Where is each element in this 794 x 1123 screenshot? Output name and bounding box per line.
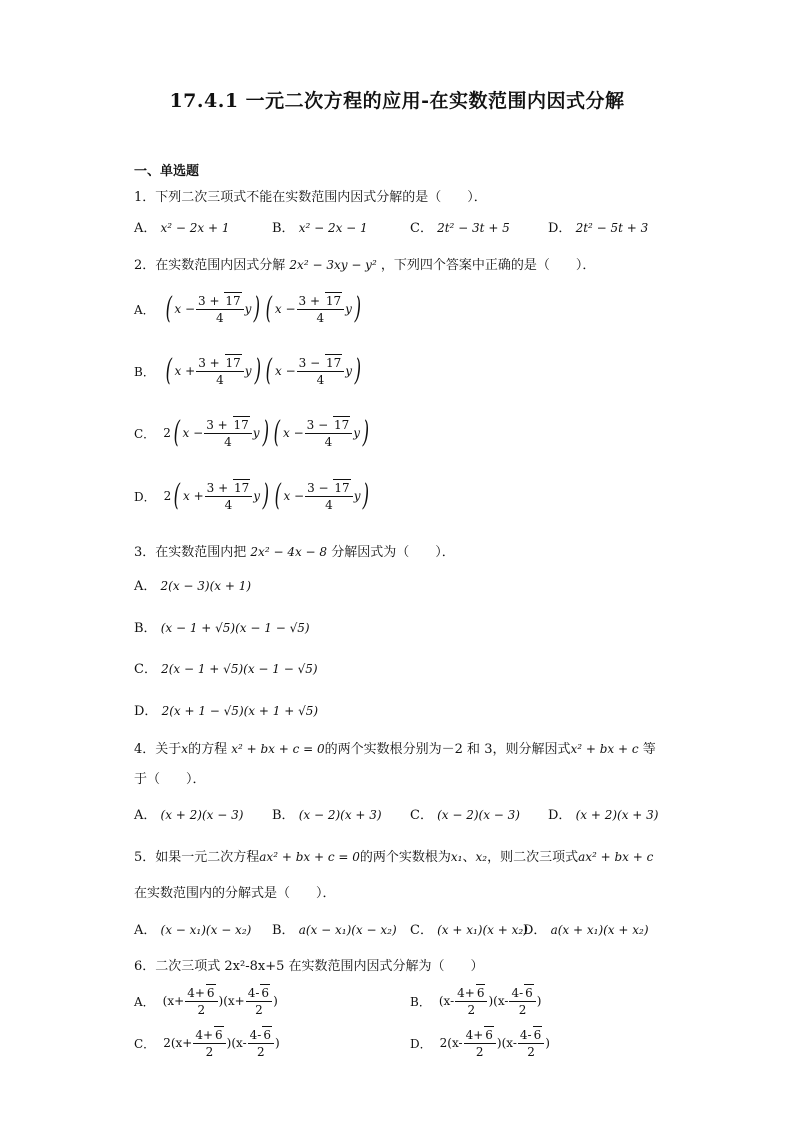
question-4-stem-cont: 于（ ）．: [134, 772, 206, 787]
option-label: C．: [410, 221, 433, 236]
option-expression: (x + 2)(x + 3): [575, 808, 659, 822]
option-label: B．: [410, 994, 431, 1009]
q4-option-b[interactable]: [272, 804, 382, 823]
q1-option-d[interactable]: [548, 217, 648, 236]
option-label: A．: [134, 302, 155, 317]
q6-option-c[interactable]: C． 2(x+ $\frac{4+ 6}{2}$ )(x- $\frac{4- 6}{2}$ ): [134, 1028, 280, 1059]
q1-option-a[interactable]: [134, 217, 230, 236]
q1-option-b[interactable]: [272, 217, 368, 236]
q1-option-c[interactable]: [410, 217, 510, 236]
stem-expression: 2x² − 3xy − y²: [289, 258, 377, 272]
q5-option-a[interactable]: [134, 919, 251, 938]
q3-option-c[interactable]: [134, 658, 318, 677]
q6-option-b[interactable]: B． (x- $\frac{4+ 6}{2}$ )(x- $\frac{4- 6}{2}$ ): [410, 986, 542, 1017]
option-label: D．: [134, 704, 158, 719]
option-expression: (x − x₁)(x − x₂): [160, 923, 252, 937]
option-label: B．: [272, 221, 295, 236]
q6-option-a[interactable]: A． (x+ $\frac{4+ 6}{2}$ )(x+ $\frac{4- 6}{2}$ ): [134, 986, 278, 1017]
q3-option-b[interactable]: [134, 617, 310, 636]
q3-option-d[interactable]: [134, 700, 318, 719]
section-heading: 一、单选题: [134, 164, 200, 179]
q4-option-d[interactable]: [548, 804, 658, 823]
option-label: D．: [410, 1036, 432, 1051]
stem-equation: x² + bx + c = 0: [231, 742, 325, 756]
q3-option-a[interactable]: [134, 575, 251, 594]
question-2-stem: 2．在实数范围内因式分解 2x² − 3xy − y² ，下列四个答案中正确的是（ ）．: [134, 258, 596, 273]
option-expression: a(x + x₁)(x + x₂): [550, 923, 649, 937]
stem-expression: x² + bx + c: [570, 742, 639, 756]
q2-option-c[interactable]: C． 2 ( x − $\frac{3 + 17}{4}$ y ) ( x − $\frac{3 - 17}{4}$ y ): [134, 415, 370, 450]
option-expression: (x + x₁)(x + x₂): [437, 923, 528, 937]
option-label: A．: [134, 221, 157, 236]
option-expression: a(x − x₁)(x − x₂): [298, 923, 397, 937]
option-expression: (x − 2)(x − 3): [437, 808, 520, 822]
question-5-stem-cont: 在实数范围内的分解式是（ ）．: [134, 886, 336, 901]
question-1-stem: 1．下列二次三项式不能在实数范围内因式分解的是（ ）．: [134, 190, 487, 205]
option-expression: x² − 2x − 1: [298, 221, 368, 235]
option-label: A．: [134, 579, 157, 594]
option-expression: x² − 2x + 1: [160, 221, 230, 235]
stem-expression: 2x² − 4x − 8: [250, 545, 328, 559]
option-label: C．: [410, 808, 433, 823]
option-expression: 2t² − 5t + 3: [575, 221, 649, 235]
option-label: D．: [134, 489, 156, 504]
q5-option-d[interactable]: [523, 919, 649, 938]
option-label: A．: [134, 808, 157, 823]
option-expression: (x − 2)(x + 3): [298, 808, 382, 822]
option-expression: 2(x + 1 − √5)(x + 1 + √5): [161, 704, 319, 718]
q6-option-d[interactable]: D． 2(x- $\frac{4+ 6}{2}$ )(x- $\frac{4- 6}{2}$ ): [410, 1028, 550, 1059]
option-expression: 2(x − 1 + √5)(x − 1 − √5): [161, 662, 318, 676]
q4-option-a[interactable]: [134, 804, 243, 823]
stem-equation: ax² + bx + c = 0: [259, 850, 360, 864]
option-expression: 2t² − 3t + 5: [437, 221, 510, 235]
q5-option-b[interactable]: [272, 919, 397, 938]
option-label: D．: [548, 221, 572, 236]
q2-option-b[interactable]: B． ( x + $\frac{3 + 17}{4}$ y ) ( x − $\frac{3 - 17}{4}$ y ): [134, 353, 362, 388]
question-5-stem: 5．如果一元二次方程ax² + bx + c = 0的两个实数根为x₁、x₂，则二次三项式ax² + bx + c: [134, 850, 654, 865]
option-expression: (x − 1 + √5)(x − 1 − √5): [160, 621, 310, 635]
option-label: D．: [523, 923, 547, 938]
option-label: B．: [134, 621, 157, 636]
option-label: C．: [134, 1036, 156, 1051]
option-label: C．: [410, 923, 433, 938]
question-4-stem: 4．关于x的方程 x² + bx + c = 0的两个实数根分别为－2 和 3，则分解因式x² + bx + c 等: [134, 742, 656, 757]
q5-option-c[interactable]: [410, 919, 528, 938]
option-label: B．: [272, 923, 295, 938]
option-label: B．: [272, 808, 295, 823]
q2-option-a[interactable]: A． ( x − $\frac{3 + 17}{4}$ y ) ( x − $\frac{3 + 17}{4}$ y ): [134, 291, 361, 326]
option-label: C．: [134, 662, 157, 677]
page-title: 17.4.1 一元二次方程的应用-在实数范围内因式分解: [169, 90, 625, 112]
option-expression: (x + 2)(x − 3): [160, 808, 244, 822]
option-label: D．: [548, 808, 572, 823]
question-6-stem: 6．二次三项式 2x²-8x+5 在实数范围内因式分解为（ ）: [134, 959, 484, 974]
option-expression: 2(x − 3)(x + 1): [160, 579, 252, 593]
q4-option-c[interactable]: [410, 804, 520, 823]
option-label: C．: [134, 426, 156, 441]
option-label: A．: [134, 994, 155, 1009]
q2-option-d[interactable]: D． 2 ( x + $\frac{3 + 17}{4}$ y ) ( x − $\frac{3 - 17}{4}$ y ): [134, 478, 370, 513]
question-3-stem: 3．在实数范围内把 2x² − 4x − 8 分解因式为（ ）．: [134, 545, 455, 560]
stem-expression: ax² + bx + c: [578, 850, 654, 864]
option-label: A．: [134, 923, 157, 938]
option-label: B．: [134, 364, 155, 379]
